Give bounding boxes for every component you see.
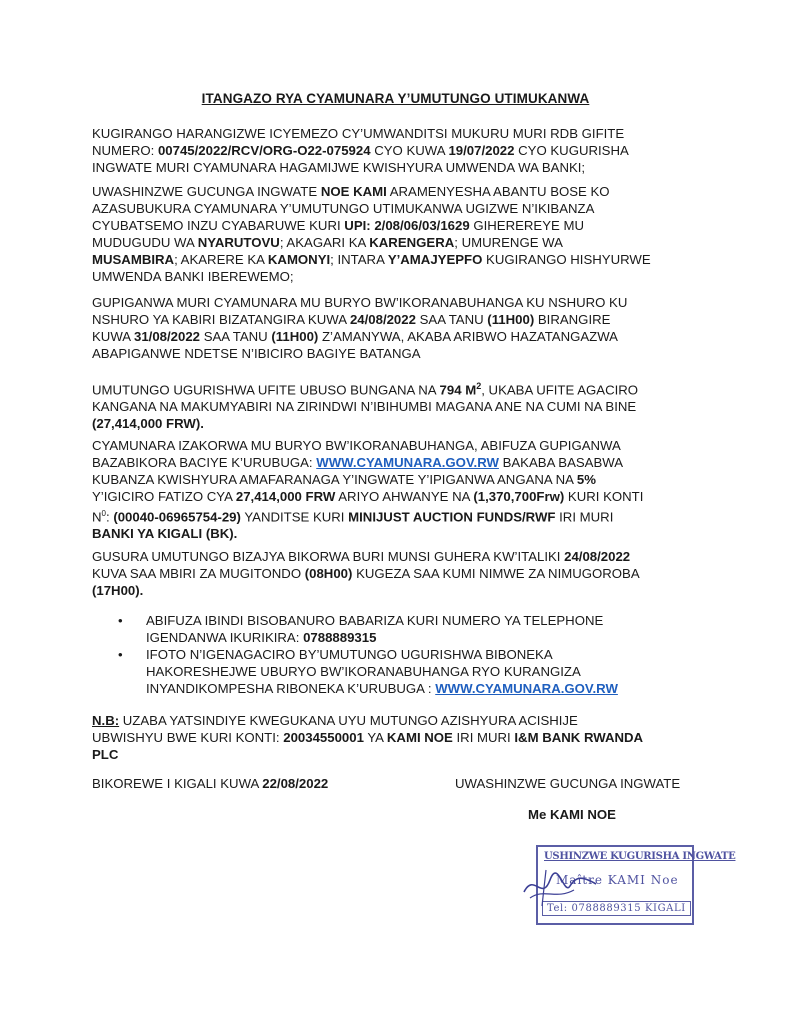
text: UBWISHYU BWE KURI KONTI:: [92, 730, 284, 745]
text: KURI KONTI: [564, 489, 644, 504]
nb-label: N.B:: [92, 713, 120, 728]
signer-name: Me KAMI NOE: [528, 807, 616, 822]
signature-scribble: [520, 862, 600, 912]
text: ARAMENYESHA ABANTU BOSE KO: [386, 184, 610, 199]
text-line: [92, 328, 717, 345]
text: BAZABIKORA BACIYE K’URUBUGA:: [92, 455, 317, 470]
text: Z’AMANYWA, AKABA ARIBWO HAZATANGAZWA: [318, 329, 618, 344]
start-date: 24/08/2022: [349, 312, 416, 327]
deposit-percent: 5%: [576, 472, 596, 487]
text: UMUTUNGO UGURISHWA UFITE UBUSO BUNGANA NA: [92, 382, 440, 398]
text: BAKABA BASABWA: [498, 455, 624, 470]
text-line: INGWATE MURI CYAMUNARA HAGAMIJWE KWISHYURA UMWENDA WA BANKI;: [92, 160, 586, 175]
text: IRI MURI: [452, 730, 515, 745]
notice-title: ITANGAZO RYA CYAMUNARA Y’UMUTUNGO UTIMUKANWA: [201, 91, 590, 106]
text-line: [92, 565, 717, 582]
payment-bank-suffix: PLC: [92, 747, 119, 762]
text-line: [146, 680, 717, 697]
text: CYO KUWA: [370, 143, 449, 158]
text-line: ABIFUZA IBINDI BISOBANURO BABARIZA KURI NUMERO YA TELEPHONE: [146, 613, 604, 628]
text-line: [92, 311, 717, 328]
info-bullet-list: [92, 612, 717, 697]
text-line: [92, 471, 717, 488]
text-line: [92, 251, 717, 268]
text-line: [92, 454, 717, 471]
account-holder: KAMI NOE: [386, 730, 453, 745]
upi-number: UPI: 2/08/06/03/1629: [344, 218, 470, 233]
end-date: 31/08/2022: [134, 329, 201, 344]
text: NSHURO YA KABIRI BIZATANGIRA KUWA: [92, 312, 350, 327]
text: GIHEREREYE MU: [469, 218, 584, 233]
text: YANDITSE KURI: [240, 509, 349, 525]
decision-number: 00745/2022/RCV/ORG-O22-075924: [157, 143, 371, 158]
text-line: HAKORESHEJWE UBURYO BW’IKORANABUHANGA RYO KURANGIZA: [146, 664, 581, 679]
text-line: IFOTO N’IGENAGACIRO BY’UMUTUNGO UGURISHWA BIBONEKA: [146, 647, 553, 662]
text: MUDUGUDU WA: [92, 235, 198, 250]
paragraph-rdb-decision: [92, 125, 717, 176]
stamp-title: USHINZWE KUGURISHA INGWATE: [544, 851, 736, 862]
property-area: 794 M: [439, 382, 477, 398]
province-name: Y’AMAJYEPFO: [387, 252, 483, 267]
text: CYUBATSEMO INZU CYABARUWE KURI: [92, 218, 345, 233]
account-name: MINIJUST AUCTION FUNDS/RWF: [348, 509, 556, 525]
auction-website-link[interactable]: WWW.CYAMUNARA.GOV.RW: [316, 455, 499, 470]
paragraph-bidding-deposit: [92, 437, 717, 542]
list-item: [92, 646, 717, 697]
text-line: [92, 142, 717, 159]
text-line: GUPIGANWA MURI CYAMUNARA MU BURYO BW’IKORANABUHANGA KU NSHURO KU: [92, 295, 628, 310]
text: KUWA: [92, 329, 135, 344]
text-line: [92, 712, 717, 729]
bullet-icon: •: [118, 647, 123, 662]
paragraph-visiting-hours: [92, 548, 717, 599]
district-name: KAMONYI: [267, 252, 331, 267]
text: SAA TANU: [415, 312, 488, 327]
text: IGENDANWA IKURIKIRA:: [146, 630, 304, 645]
deposit-amount: (1,370,700Frw): [473, 489, 565, 504]
text-line: UMWENDA BANKI IBEREWEMO;: [92, 269, 294, 284]
auction-website-link[interactable]: WWW.CYAMUNARA.GOV.RW: [435, 681, 618, 696]
bullet-icon: •: [118, 613, 123, 628]
text-line: [92, 488, 717, 505]
payment-account-number: 20034550001: [283, 730, 364, 745]
text-line: [92, 234, 717, 251]
text-line: [146, 629, 717, 646]
text: UZABA YATSINDIYE KWEGUKANA UYU MUTUNGO AZISHYURA ACISHIJE: [119, 713, 578, 728]
text: ; AKARERE KA: [174, 252, 268, 267]
text: UWASHINZWE GUCUNGA INGWATE: [92, 184, 321, 199]
text: KUGIRANGO HISHYURWE: [482, 252, 651, 267]
visit-open-time: (08H00): [304, 566, 353, 581]
superscript: 2: [476, 381, 482, 391]
text: ; UMURENGE WA: [454, 235, 563, 250]
text-line: [92, 183, 717, 200]
text: GUSURA UMUTUNGO BIZAJYA BIKORWA BURI MUNSI GUHERA KW’ITALIKI: [92, 549, 565, 564]
text-line: [92, 729, 717, 746]
stamp-phone: Tel: 0788889315 KIGALI: [542, 901, 691, 916]
paragraph-bidding-dates: [92, 294, 717, 362]
decision-date: 19/07/2022: [448, 143, 515, 158]
cell-name: KARENGERA: [369, 235, 455, 250]
text: IRI MURI: [555, 509, 614, 525]
text: BIRANGIRE: [534, 312, 611, 327]
signer-role: UWASHINZWE GUCUNGA INGWATE: [455, 776, 681, 791]
text: SAA TANU: [200, 329, 272, 344]
text-line: KANGANA NA MAKUMYABIRI NA ZIRINDWI N’IBIHUMBI MAGANA ANE NA CUMI NA BINE: [92, 399, 637, 415]
stamp-name: Maître KAMI Noe: [556, 873, 679, 887]
text: Y’IGICIRO FATIZO CYA: [92, 489, 236, 504]
text: CYO KUGURISHA: [514, 143, 629, 158]
text-line: CYAMUNARA IZAKORWA MU BURYO BW’IKORANABUHANGA, ABIFUZA GUPIGANWA: [92, 438, 621, 453]
text: ; INTARA: [330, 252, 388, 267]
base-price: 27,414,000 FRW: [235, 489, 336, 504]
visit-close-time: (17H00).: [92, 583, 144, 598]
text: BIKOREWE I KIGALI KUWA: [92, 776, 263, 791]
text: NUMERO:: [92, 143, 158, 158]
list-item: [92, 612, 717, 646]
text: KUVA SAA MBIRI ZA MUGITONDO: [92, 566, 305, 581]
text: N: [92, 509, 102, 525]
paragraph-property-value: [92, 378, 717, 432]
text: YA: [363, 730, 387, 745]
text: ; AKAGARI KA: [279, 235, 370, 250]
property-value: (27,414,000 FRW).: [92, 416, 204, 432]
text-line: [92, 217, 717, 234]
payment-bank: I&M BANK RWANDA: [514, 730, 644, 745]
start-time: (11H00): [487, 312, 535, 327]
text-line: [92, 505, 717, 525]
place-and-date: [92, 776, 328, 791]
text-line: AZASUBUKURA CYAMUNARA Y’UMUTUNGO UTIMUKANWA UGIZWE N’IKIBANZA: [92, 201, 595, 216]
text: , UKABA UFITE AGACIRO: [481, 382, 639, 398]
text: INYANDIKOMPESHA RIBONEKA K’URUBUGA :: [146, 681, 436, 696]
phone-number: 0788889315: [303, 630, 377, 645]
text-line: KUGIRANGO HARANGIZWE ICYEMEZO CY’UMWANDITSI MUKURU MURI RDB GIFITE: [92, 126, 625, 141]
account-number: (00040-06965754-29): [113, 509, 241, 525]
text-line: [92, 548, 717, 565]
text-line: [92, 378, 717, 398]
text-line: ABAPIGANWE NDETSE N’IBICIRO BAGIYE BATANGA: [92, 346, 421, 361]
visit-start-date: 24/08/2022: [564, 549, 631, 564]
text: :: [105, 509, 114, 525]
text: ARIYO AHWANYE NA: [335, 489, 474, 504]
text: KUBANZA KWISHYURA AMAFARANAGA Y’INGWATE Y’IPIGANWA ANGANA NA: [92, 472, 577, 487]
village-name: NYARUTOVU: [197, 235, 280, 250]
end-time: (11H00): [271, 329, 319, 344]
paragraph-nota-bene: [92, 712, 717, 763]
custodian-name: NOE KAMI: [320, 184, 387, 199]
paragraph-property-description: [92, 183, 717, 285]
text: KUGEZA SAA KUMI NIMWE ZA NIMUGOROBA: [352, 566, 640, 581]
issue-date: 22/08/2022: [262, 776, 329, 791]
sector-name: MUSAMBIRA: [92, 252, 175, 267]
superscript: 0: [101, 509, 106, 518]
bank-name: BANKI YA KIGALI (BK).: [92, 526, 238, 542]
